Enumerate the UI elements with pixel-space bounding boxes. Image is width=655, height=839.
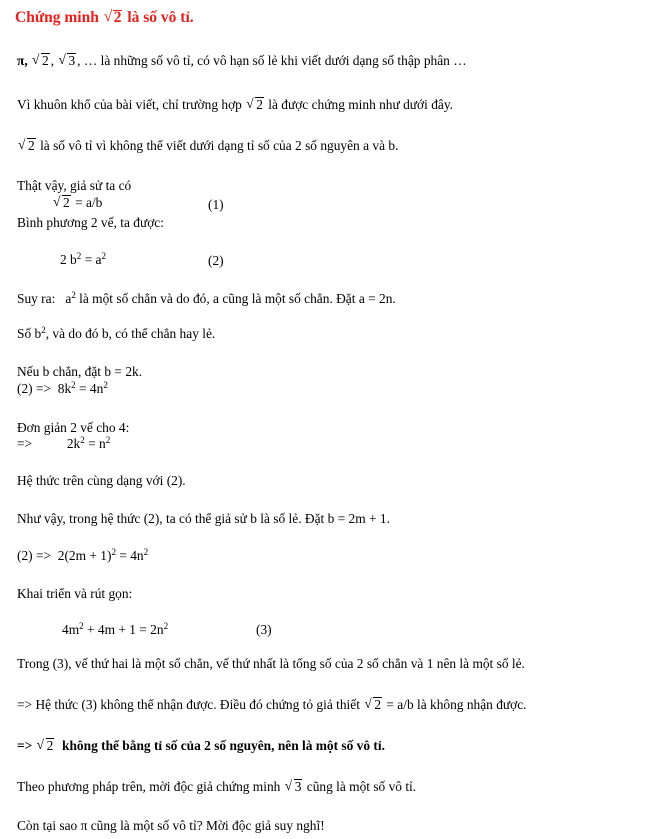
sqrt2-concl: √ 2: [36, 737, 54, 753]
simplify-eq: => $2k^2 = n^2$: [17, 435, 111, 451]
sqrt2-claim: √ 2: [18, 137, 35, 153]
sqrt3-intro: √ 3: [58, 52, 76, 68]
equation-1: √ 2 = a/b: [53, 194, 103, 210]
simplify-line: Đơn giản 2 vế cho 4:: [17, 420, 130, 435]
odd-line: Như vậy, trong hệ thức (2), ta có thể giả sử b là số lẻ. Đặt b = 2m + 1.: [17, 511, 390, 526]
pi-symbol: π,: [17, 53, 28, 68]
label-2: (2): [208, 253, 224, 268]
sub-line: $(2) => 2(2m + 1)^2 = 4n^2$: [17, 547, 149, 563]
scope-line: Vì khuôn khổ của bài viết, chỉ trường hợp √ 2 là được chứng minh như dưới đây.: [17, 96, 454, 112]
sqrt2-intro: √ 2: [32, 52, 49, 68]
sqrt2-title: √ 2: [103, 8, 122, 26]
equation-3: $4m^2 + 4m + 1 = 2n^2$: [62, 621, 169, 637]
contradiction-line: => Hệ thức (3) không thể nhận được. Điều đó chứng tỏ giả thiết √ 2 = a/b là không nhận được.: [17, 696, 527, 712]
parity-line: Trong (3), vế thứ hai là một số chẳn, vế thứ nhất là tổng số của 2 số chẳn và 1 nên là một số lẻ.: [17, 656, 525, 671]
sqrt2-scope: √ 2: [246, 96, 263, 112]
expand-line: Khai triển và rút gọn:: [17, 586, 133, 601]
sqrt3-exercise: √ 3: [284, 778, 302, 794]
even-line: Nếu b chẳn, đặt b = 2k.: [17, 364, 143, 379]
title-text: Chứng minh: [15, 9, 99, 26]
sqrt2-contra: √ 2: [364, 696, 382, 712]
claim-line: √ 2 là số vô tỉ vì không thể viết dưới dạng tỉ số của 2 số nguyên a và b.: [18, 137, 399, 153]
page-title: [15, 10, 194, 26]
sqrt2-eq1: √ 2: [53, 194, 70, 210]
infer-line: Suy ra: $a^2$ là một số chẳn và do đó, a cũng là một số chẳn. Đặt a = 2n.: [17, 290, 396, 306]
intro-text: là những số vô tỉ, có vô hạn số lẻ khi viết dưới dạng số thập phân …: [100, 53, 467, 68]
equation-2: 2 $b^2 = a^2$: [60, 251, 106, 267]
even-eq: $(2) => 8k^2 = 4n^2$: [17, 380, 108, 396]
conclusion-line: => √ 2 không thể bằng tỉ số của 2 số nguyên, nên là một số vô tỉ.: [17, 737, 385, 753]
intro-line: π, √ 2 , √ 3 , … là những số vô tỉ, có vô hạn số lẻ khi viết dưới dạng số thập phân …: [17, 52, 467, 68]
label-1: (1): [208, 197, 224, 212]
numb-line: Số $b^2$, và do đó b, có thể chẳn hay lẻ.: [17, 325, 216, 341]
same-line: Hệ thức trên cùng dạng với (2).: [17, 473, 186, 488]
exercise-line: Theo phương pháp trên, mời độc giả chứng minh √ 3 cũng là một số vô tỉ.: [17, 778, 417, 794]
suppose-line: Thật vậy, giả sử ta có: [17, 178, 132, 193]
title-rest: là số vô tỉ.: [127, 9, 194, 26]
square-line: Bình phương 2 vế, ta được:: [17, 215, 164, 230]
question-line: Còn tại sao π cũng là một số vô tỉ? Mời độc giả suy nghĩ!: [17, 818, 325, 833]
label-3: (3): [256, 622, 272, 637]
